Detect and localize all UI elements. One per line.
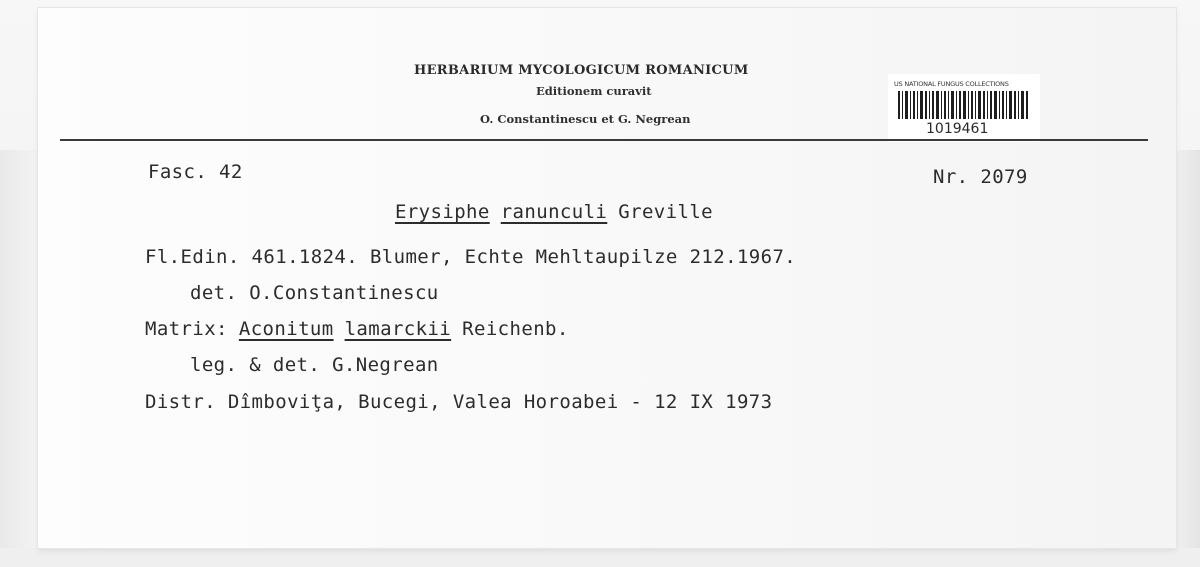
locality-line: Distr. Dîmboviţa, Bucegi, Valea Horoabei - 12 IX 1973 <box>145 391 773 413</box>
header-divider <box>60 139 1148 141</box>
species-author: Greville <box>618 201 713 223</box>
citation-line: Fl.Edin. 461.1824. Blumer, Echte Mehltaupilze 212.1967. <box>145 246 797 268</box>
herbarium-title: HERBARIUM MYCOLOGICUM ROMANICUM <box>414 63 749 78</box>
barcode-number: 1019461 <box>926 121 989 137</box>
matrix-label: Matrix: <box>145 318 228 340</box>
collector-line: leg. & det. G.Negrean <box>190 354 439 376</box>
species-epithet: ranunculi <box>500 201 608 223</box>
species-genus: Erysiphe <box>395 201 490 223</box>
fascicle-number: Fasc. 42 <box>148 161 243 183</box>
barcode-caption: US NATIONAL FUNGUS COLLECTIONS <box>894 80 1009 88</box>
herbarium-subtitle: Editionem curavit <box>536 84 652 98</box>
species-name <box>395 201 713 223</box>
determiner-line: det. O.Constantinescu <box>190 282 439 304</box>
host-epithet: lamarckii <box>344 318 452 340</box>
envelope-fold-left <box>0 150 38 548</box>
host-author: Reichenb. <box>462 318 569 340</box>
host-genus: Aconitum <box>238 318 334 340</box>
herbarium-editors: O. Constantinescu et G. Negrean <box>480 112 691 126</box>
matrix-line <box>145 318 569 340</box>
envelope-fold-right <box>1176 150 1200 548</box>
barcode-label <box>888 74 1040 142</box>
barcode-icon <box>898 91 1030 119</box>
exsiccata-number: Nr. 2079 <box>933 166 1028 188</box>
